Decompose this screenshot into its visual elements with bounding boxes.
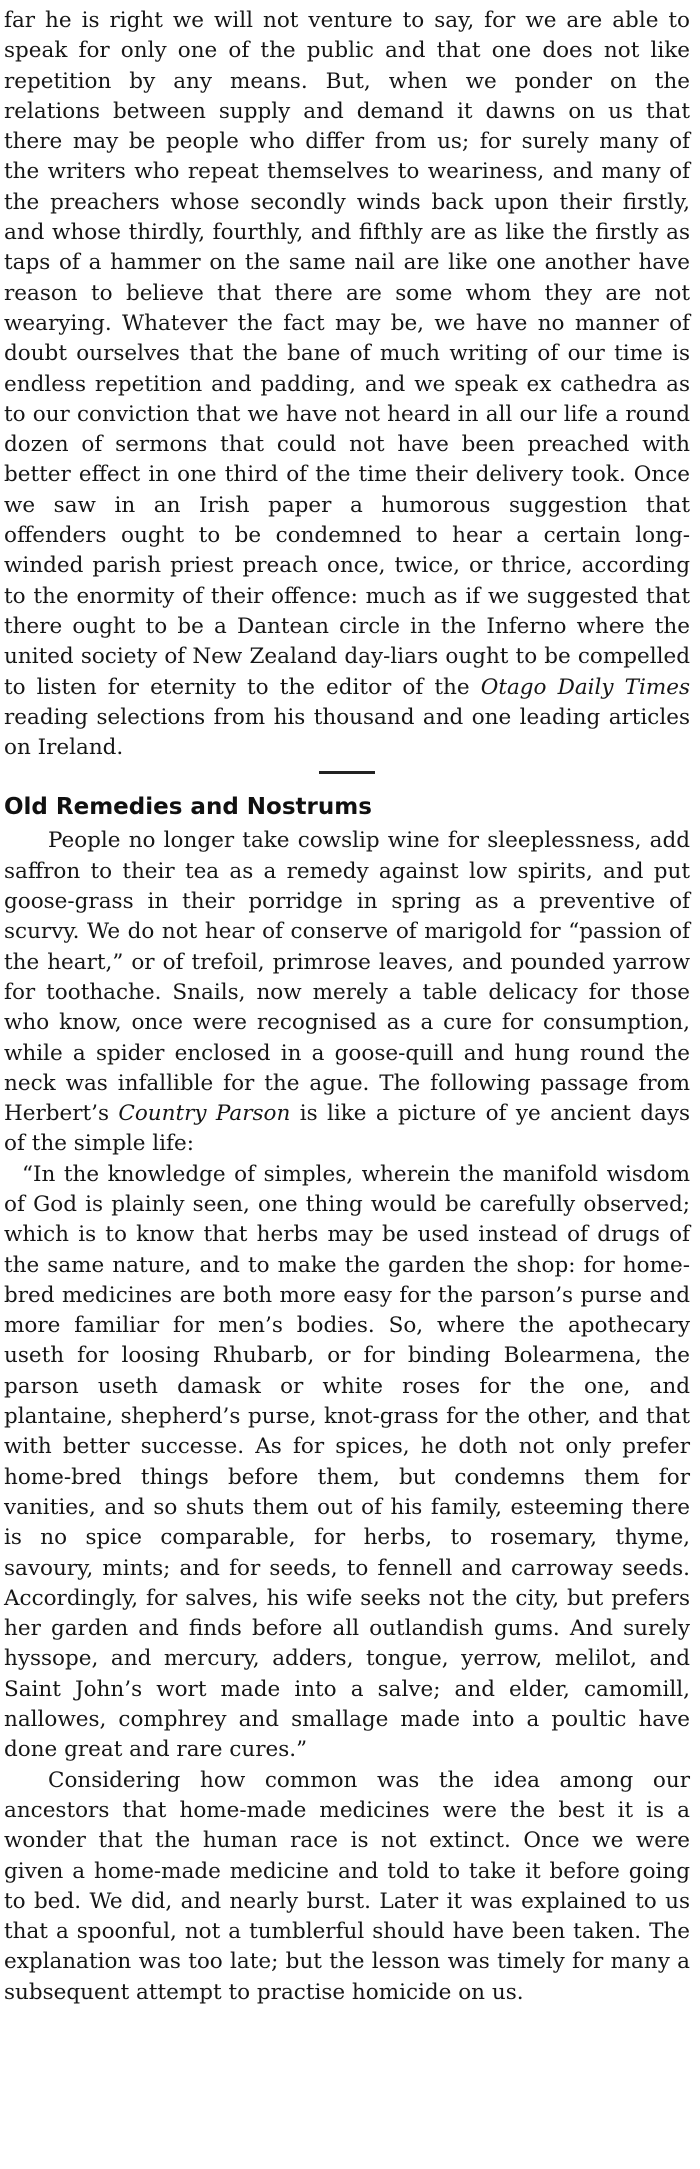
article-intro-paragraph — [4, 826, 690, 1159]
paragraph-text-end: is like a picture of ye ancient days of the simple life: — [4, 1101, 690, 1157]
newspaper-name: Otago Daily Times — [480, 674, 690, 700]
article-heading: Old Remedies and Nostrums — [4, 794, 372, 821]
paragraph-text: far he is right we will not venture to say, for we are able to speak for only one of the public and that one does not like repetition by any means. But, when we ponder on the relations between supply and demand it dawns on us that there may be people who differ from us; for surely many of the writers who repeat themselves to weariness, and many of the preachers whose secondly winds back upon their firstly, and whose thirdly, fourthly, and fifthly are as like the firstly as taps of a hammer on the same nail are like one another have reason to believe that there are some whom they are not wearying. Whatever the fact may be, we have no manner of doubt ourselves that the bane of much writing of our time is endless repetition and padding, and we speak ex cathedra as to our conviction that we have not heard in all our life a round dozen of sermons that could not have been preached with better effect in one third of the time their delivery took. Once we saw in an Irish paper a humorous suggestion that offenders ought to be condemned to hear a certain long-winded parish priest preach once, twice, or thrice, according to the enormity of their offence: much as if we suggested that there ought to be a Dantean circle in the Inferno where the united society of New Zealand day-liars ought to be compelled to listen for eternity to the editor of the — [4, 8, 690, 700]
paragraph-text-end: reading selections from his thousand and one leading articles on Ireland. — [4, 704, 690, 761]
paragraph-text: People no longer take cowslip wine for sleeplessness, add saffron to their tea as a remedy against low spirits, and put goose-grass in their porridge in spring as a preventive of scurvy. We do not hear of conserve of marigold for “passion of the heart,” or of trefoil, primrose leaves, and pounded yarrow for toothache. Snails, now merely a table delicacy for those who know, once were recognised as a cure for consumption, while a spider enclosed in a goose-quill and hung round the neck was infallible for the ague. The following passage from Herbert’s — [4, 828, 690, 1127]
book-title: Country Parson — [118, 1101, 291, 1127]
article-repetition-paragraph — [4, 6, 690, 763]
quoted-passage: “In the knowledge of simples, wherein the manifold wisdom of God is plainly seen, one thing would be carefully observed; which is to know that herbs may be used instead of drugs of the same nature, and to make the garden the shop: for home-bred medicines are both more easy for the parson’s purse and more familiar for men’s bodies. So, where the apothecary useth for loosing Rhubarb, or for binding Bolearmena, the parson useth damask or white roses for the one, and plantaine, shepherd’s purse, knot-grass for the other, and that with better successe. As for spices, he doth not only prefer home-bred things before them, but condemns them for vanities, and so shuts them out of his family, esteeming there is no spice comparable, for herbs, to rosemary, thyme, savoury, mints; and for seeds, to fennell and carroway seeds. Accordingly, for salves, his wife seeks not the city, but prefers her garden and finds before all outlandish gums. And surely hyssope, and mercury, adders, tongue, yerrow, melilot, and Saint John’s wort made into a salve; and elder, camomill, nallowes, comphrey and smallage made into a poultic have done great and rare cures.” — [4, 1161, 690, 1763]
section-divider — [319, 771, 375, 774]
article-closing-paragraph: Considering how common was the idea among our ancestors that home-made medicines were the best it is a wonder that the human race is not extinct. Once we were given a home-made medicine and told to take it before going to bed. We did, and nearly burst. Later it was explained to us that a spoonful, not a tumblerful should have been taken. The explanation was too late; but the lesson was timely for many a subsequent attempt to practise homicide on us. — [4, 1767, 690, 2005]
